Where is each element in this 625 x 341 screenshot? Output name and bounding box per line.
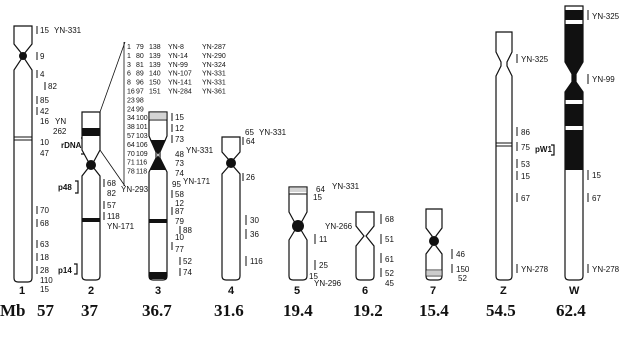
marker-label: YN-331 bbox=[259, 128, 287, 137]
marker-label: YN-331 bbox=[186, 146, 214, 155]
chromosome-W-dark-band bbox=[565, 104, 583, 126]
chromosome-1 bbox=[14, 26, 32, 297]
marker-label: 18 bbox=[40, 253, 49, 262]
inset-cell: 64 bbox=[127, 141, 135, 149]
inset-cell: 71 bbox=[127, 159, 135, 167]
marker-label: 68 bbox=[107, 179, 116, 188]
chromosome-W-dark-band bbox=[565, 130, 583, 170]
marker-label: 74 bbox=[183, 268, 192, 277]
size-value: 19.4 bbox=[283, 301, 313, 320]
marker-label: 10 bbox=[40, 138, 49, 147]
inset-cell: 81 bbox=[136, 61, 144, 69]
chromosome-W-dark-band bbox=[565, 92, 583, 100]
chromosome-1-body bbox=[14, 26, 32, 282]
inset-cell: YN-324 bbox=[202, 61, 226, 69]
marker-label: YN-99 bbox=[592, 75, 615, 84]
chromosome-7-hatched-end bbox=[426, 270, 442, 276]
chromosome-Z-body bbox=[496, 32, 512, 280]
marker-label: 10 bbox=[175, 233, 184, 242]
inset-cell: YN-99 bbox=[168, 61, 188, 69]
chromosome-5-body bbox=[289, 187, 307, 280]
inset-cell: 151 bbox=[149, 88, 161, 96]
chromosome-W-name: W bbox=[569, 285, 580, 297]
p48-label: p48 bbox=[58, 183, 72, 192]
marker-label: 82 bbox=[107, 189, 116, 198]
marker-label: 45 bbox=[385, 279, 394, 288]
chromosome-3-name: 3 bbox=[155, 285, 162, 297]
marker-label: 12 bbox=[175, 199, 184, 208]
inset-cell: 109 bbox=[136, 150, 148, 158]
marker-label: 67 bbox=[521, 194, 530, 203]
chromosome-W-dark-band bbox=[565, 24, 583, 62]
inset-cell: 34 bbox=[127, 115, 135, 123]
inset-cell: 106 bbox=[136, 141, 148, 149]
inset-connector-lines bbox=[100, 42, 125, 186]
chromosome-3-body bbox=[149, 112, 167, 280]
inset-cell: YN-290 bbox=[202, 52, 226, 60]
marker-label: 77 bbox=[175, 245, 184, 254]
marker-label: 36 bbox=[250, 230, 259, 239]
inset-cell: 96 bbox=[136, 79, 144, 87]
size-value: 54.5 bbox=[486, 301, 516, 320]
inset-cell: 98 bbox=[136, 97, 144, 105]
chromosome-5-hatched-cap bbox=[289, 187, 307, 194]
marker-label: 9 bbox=[40, 52, 45, 61]
chromosome-W-dark-band bbox=[565, 10, 583, 20]
inset-cell: 1 bbox=[127, 44, 131, 51]
chromosome-3-centromere-bottom bbox=[150, 155, 166, 170]
chromosome-1-centromere bbox=[19, 52, 27, 60]
marker-label: 67 bbox=[592, 194, 601, 203]
chromosome-6 bbox=[356, 212, 374, 297]
inset-cell: 150 bbox=[149, 79, 161, 87]
marker-label: YN-266 bbox=[325, 222, 353, 231]
inset-cell: 103 bbox=[136, 133, 148, 140]
chromosome-6-body bbox=[356, 212, 374, 280]
marker-label: YN-293 bbox=[121, 185, 149, 194]
size-value: 19.2 bbox=[353, 301, 383, 320]
inset-cell: 97 bbox=[136, 88, 144, 96]
chromosome-5 bbox=[289, 187, 307, 297]
marker-label: 16 bbox=[40, 117, 49, 126]
chromosome-1-name: 1 bbox=[19, 285, 26, 297]
marker-label: 150 bbox=[456, 265, 470, 274]
marker-label: 79 bbox=[175, 217, 184, 226]
marker-label: 46 bbox=[456, 250, 465, 259]
chromosome-4-markers bbox=[243, 128, 287, 266]
marker-label: 73 bbox=[175, 159, 184, 168]
marker-label: 53 bbox=[521, 160, 530, 169]
marker-label: 30 bbox=[250, 216, 259, 225]
marker-label: 4 bbox=[40, 70, 45, 79]
chromosome-4-centromere bbox=[226, 158, 236, 168]
inset-cell: 140 bbox=[149, 70, 161, 78]
inset-cell: 89 bbox=[136, 70, 144, 78]
chromosome-2 bbox=[82, 112, 100, 297]
inset-cell: YN-141 bbox=[168, 79, 192, 87]
chromosome-1-markers bbox=[37, 26, 84, 294]
chromosome-4 bbox=[222, 137, 240, 297]
marker-label: YN-325 bbox=[521, 55, 549, 64]
inset-cell: 78 bbox=[127, 168, 135, 176]
inset-cell: 24 bbox=[127, 106, 135, 114]
marker-label: 42 bbox=[40, 107, 49, 116]
inset-cell: 1 bbox=[127, 52, 131, 60]
marker-label: 74 bbox=[175, 169, 184, 178]
size-value: 31.6 bbox=[214, 301, 244, 320]
marker-label: 118 bbox=[107, 212, 120, 221]
marker-label: 26 bbox=[246, 173, 255, 182]
inset-cell: YN-331 bbox=[202, 70, 226, 78]
chromosome-5-centromere bbox=[292, 220, 304, 232]
chromosome-4-name: 4 bbox=[228, 285, 235, 297]
marker-label: YN-171 bbox=[107, 222, 135, 231]
marker-label: YN-278 bbox=[521, 265, 549, 274]
chromosome-7-centromere bbox=[429, 236, 439, 246]
inset-cell: 16 bbox=[127, 88, 135, 96]
marker-label: 75 bbox=[521, 143, 530, 152]
chromosome-2-dark-band bbox=[82, 218, 100, 222]
chromosome-2-centromere bbox=[86, 160, 96, 170]
inset-cell: 101 bbox=[136, 124, 148, 132]
marker-label: 52 bbox=[458, 274, 467, 283]
marker-label: 68 bbox=[40, 219, 49, 228]
inset-cell: YN-8 bbox=[168, 44, 184, 51]
marker-label: 64 bbox=[246, 137, 255, 146]
marker-label: 15 bbox=[592, 171, 601, 180]
marker-label: 95 bbox=[172, 180, 181, 189]
chromosome-W bbox=[565, 6, 583, 297]
inset-cell: 116 bbox=[136, 159, 148, 167]
marker-label: 57 bbox=[107, 201, 116, 210]
marker-label: 85 bbox=[40, 96, 49, 105]
size-value: 36.7 bbox=[142, 301, 172, 320]
marker-label: YN bbox=[55, 117, 67, 126]
marker-label: 61 bbox=[385, 255, 394, 264]
marker-label: 73 bbox=[175, 135, 184, 144]
inset-cell: YN-287 bbox=[202, 44, 226, 51]
inset-cell: 8 bbox=[127, 79, 131, 87]
chromosome-5-name: 5 bbox=[294, 285, 301, 297]
marker-label: 52 bbox=[183, 257, 192, 266]
chromosome-2-markers bbox=[58, 179, 149, 231]
size-unit-label: Mb bbox=[0, 301, 26, 320]
marker-label: 262 bbox=[53, 127, 67, 136]
p14-label: p14 bbox=[58, 266, 72, 275]
inset-cell: 118 bbox=[136, 168, 148, 176]
size-value: 62.4 bbox=[556, 301, 586, 320]
size-value: 57 bbox=[37, 301, 54, 320]
chromosome-2-body bbox=[82, 112, 100, 280]
chromosome-3 bbox=[149, 112, 167, 297]
marker-label: 64 bbox=[316, 185, 325, 194]
marker-label: 51 bbox=[385, 235, 394, 244]
marker-label: 15 bbox=[40, 26, 49, 35]
chromosome-5-markers bbox=[309, 182, 360, 288]
marker-label: 25 bbox=[319, 261, 328, 270]
chromosome-Z-markers bbox=[517, 54, 554, 274]
marker-label: 87 bbox=[175, 207, 184, 216]
chromosome-6-markers bbox=[381, 214, 394, 288]
marker-label: 116 bbox=[250, 257, 263, 266]
marker-label: 48 bbox=[175, 150, 184, 159]
marker-label: 88 bbox=[183, 226, 192, 235]
chromosome-7-name: 7 bbox=[430, 285, 437, 297]
marker-label: 63 bbox=[40, 240, 49, 249]
rdna-label: rDNA bbox=[61, 141, 82, 150]
inset-cell: 139 bbox=[149, 61, 161, 69]
marker-label: 82 bbox=[48, 82, 57, 91]
chromosome-2-name: 2 bbox=[88, 285, 95, 297]
marker-label: 11 bbox=[319, 235, 328, 244]
chromosome-7 bbox=[426, 209, 442, 297]
inset-cell: 3 bbox=[127, 61, 131, 69]
marker-label: 65 bbox=[245, 128, 254, 137]
inset-cell: 79 bbox=[136, 44, 144, 51]
inset-cell: YN-284 bbox=[168, 88, 192, 96]
marker-label: 15 bbox=[521, 172, 530, 181]
inset-cell: YN-331 bbox=[202, 79, 226, 87]
marker-label: 70 bbox=[40, 206, 49, 215]
chromosome-6-name: 6 bbox=[362, 285, 369, 297]
marker-label: YN-171 bbox=[183, 177, 211, 186]
chromosome-3-centromere-top bbox=[150, 140, 166, 155]
inset-cell: 38 bbox=[127, 124, 135, 132]
marker-label: YN-331 bbox=[332, 182, 360, 191]
marker-label: YN-331 bbox=[54, 26, 82, 35]
marker-label: 12 bbox=[175, 124, 184, 133]
marker-label: 15 bbox=[309, 272, 318, 281]
inset-cell: 57 bbox=[127, 133, 135, 140]
inset-cell: YN-361 bbox=[202, 88, 226, 96]
marker-label: 15 bbox=[175, 113, 184, 122]
marker-label: 110 bbox=[40, 276, 53, 285]
marker-label: 15 bbox=[313, 193, 322, 202]
inset-cell: 99 bbox=[136, 106, 144, 114]
inset-cell: YN-14 bbox=[168, 52, 188, 60]
marker-label: 47 bbox=[40, 149, 49, 158]
marker-label: YN-278 bbox=[592, 265, 620, 274]
inset-cell: 70 bbox=[127, 150, 135, 158]
inset-cell: 80 bbox=[136, 52, 144, 60]
chromosome-2-dark-band bbox=[82, 128, 100, 136]
chromosome-Z-name: Z bbox=[500, 285, 507, 297]
chromosome-W-markers bbox=[588, 10, 620, 274]
inset-cell: 23 bbox=[127, 97, 135, 105]
size-value: 37 bbox=[81, 301, 98, 320]
inset-cell: YN-107 bbox=[168, 70, 192, 78]
marker-label: 28 bbox=[40, 266, 49, 275]
marker-label: YN-325 bbox=[592, 12, 620, 21]
chromosome-3-markers bbox=[172, 113, 214, 277]
chromosome-Z bbox=[496, 32, 512, 297]
marker-label: YN-296 bbox=[314, 279, 342, 288]
marker-label: 58 bbox=[175, 190, 184, 199]
marker-label: 86 bbox=[521, 128, 530, 137]
pw1-label: pW1 bbox=[535, 145, 552, 154]
inset-cell: 139 bbox=[149, 52, 161, 60]
marker-label: 68 bbox=[385, 215, 394, 224]
chromosome-3-dark-band bbox=[149, 219, 167, 223]
size-row bbox=[0, 301, 586, 320]
chromosome-3-dark-band bbox=[149, 272, 167, 279]
chromosome-7-markers bbox=[452, 249, 470, 283]
inset-cell: 100 bbox=[136, 115, 148, 123]
marker-label: 52 bbox=[385, 269, 394, 278]
marker-label: 15 bbox=[40, 285, 49, 294]
size-value: 15.4 bbox=[419, 301, 449, 320]
inset-cell: 138 bbox=[149, 44, 161, 51]
inset-cell: 6 bbox=[127, 70, 131, 78]
